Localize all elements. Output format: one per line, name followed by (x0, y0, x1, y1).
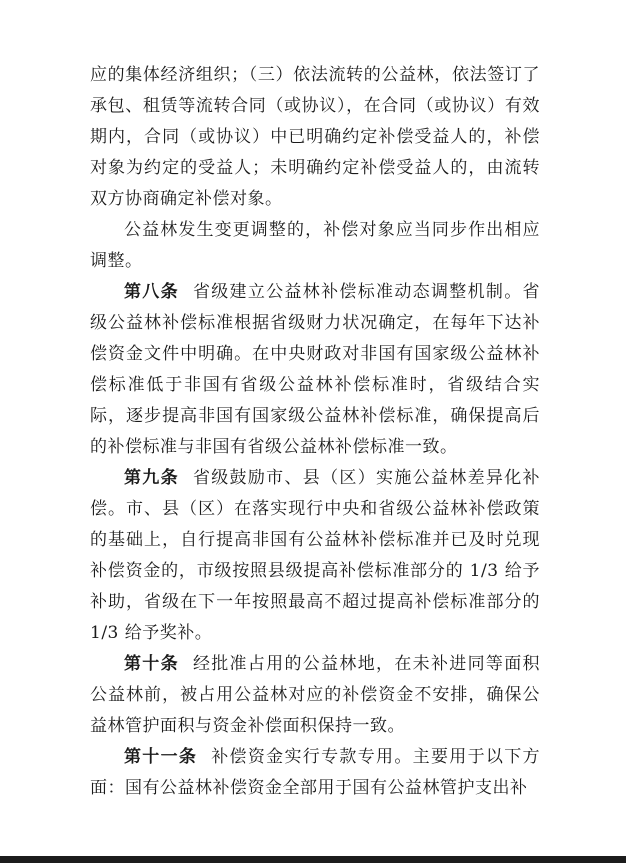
paragraph-text: 经批准占用的公益林地，在未补进同等面积公益林前，被占用公益林对应的补偿资金不安排，确保公益林管护面积与资金补偿面积保持一致。 (90, 654, 541, 736)
paragraph-continuation (90, 60, 540, 215)
article-10 (90, 649, 540, 742)
paragraph-adjustment (90, 215, 540, 277)
document-page (90, 60, 540, 804)
page-bottom-edge (0, 856, 626, 863)
article-heading: 第八条 (124, 282, 179, 302)
article-8 (90, 277, 540, 463)
paragraph-text: 省级鼓励市、县（区）实施公益林差异化补偿。市、县（区）在落实现行中央和省级公益林补偿政策的基础上，自行提高非国有公益林补偿标准并已及时兑现补偿资金的，市级按照县级提高补偿标准部分的 1/3 给予补助，省级在下一年按照最高不超过提高补偿标准部分的 1/3 给予奖补。 (90, 468, 541, 643)
article-heading: 第十一条 (124, 747, 198, 767)
paragraph-text: 公益林发生变更调整的，补偿对象应当同步作出相应调整。 (90, 220, 540, 271)
article-11 (90, 742, 540, 804)
paragraph-text: 应的集体经济组织；（三）依法流转的公益林，依法签订了承包、租赁等流转合同（或协议），在合同（或协议）有效期内，合同（或协议）中已明确约定补偿受益人的，补偿对象为约定的受益人；未明确约定补偿受益人的，由流转双方协商确定补偿对象。 (90, 65, 540, 209)
paragraph-text: 省级建立公益林补偿标准动态调整机制。省级公益林补偿标准根据省级财力状况确定，在每年下达补偿资金文件中明确。在中央财政对非国有国家级公益林补偿标准低于非国有省级公益林补偿标准时，省级结合实际，逐步提高非国有国家级公益林补偿标准，确保提高后的补偿标准与非国有省级公益林补偿标准一致。 (90, 282, 541, 457)
article-9 (90, 463, 540, 649)
paragraph-text: 补偿资金实行专款专用。主要用于以下方面：国有公益林补偿资金全部用于国有公益林管护支出补 (90, 747, 541, 798)
article-heading: 第九条 (124, 468, 179, 488)
article-heading: 第十条 (124, 654, 179, 674)
